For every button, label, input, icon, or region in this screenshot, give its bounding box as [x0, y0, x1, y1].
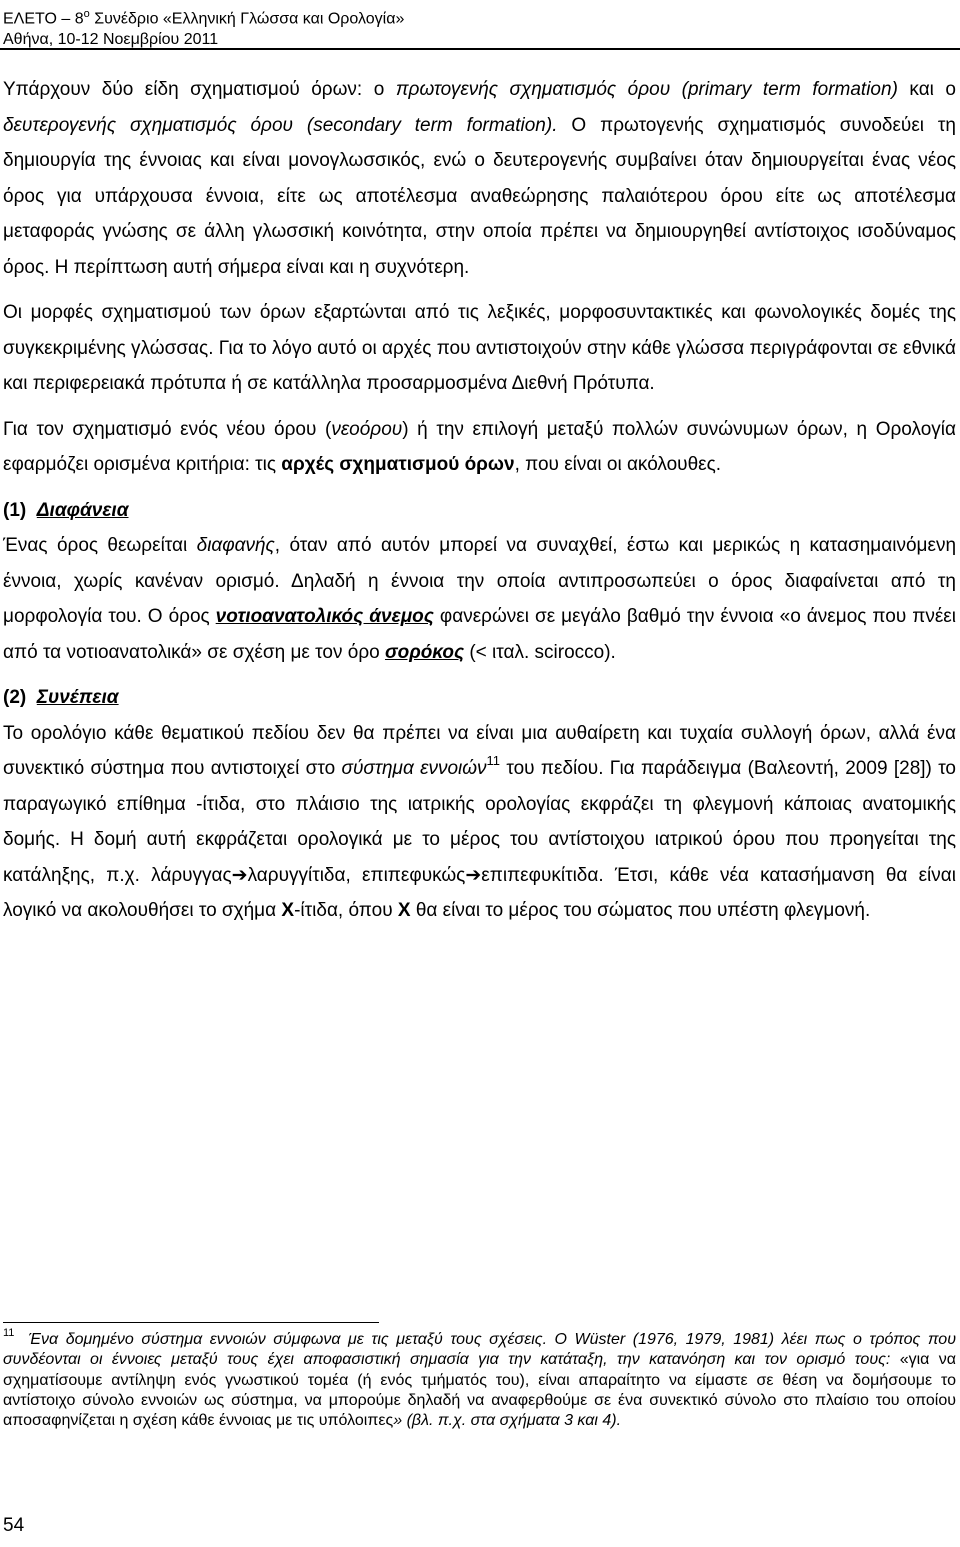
paragraph-formation-forms: Οι μορφές σχηματισμού των όρων εξαρτώνται από τις λεξικές, μορφοσυντακτικές και φωνολογικές δομές της συγκεκριμένης γλώσσας. Για το λόγο αυτό οι αρχές που αντιστοιχούν στην κάθε γλώσσα περιγράφονται σε εθνικά και περιφερειακά πρότυπα ή σε κατάλληλα προσαρμοσμένα Διεθνή Πρότυπα. — [3, 302, 956, 394]
footnote-reference[interactable]: 11 — [486, 753, 501, 768]
header-conference-line: ΕΛΕΤΟ – $8^o$ Συνέδριο «Ελληνική Γλώσσα και Ορολογία» — [3, 8, 405, 28]
arrow-icon: ➔ — [231, 864, 248, 886]
header-date-line: Αθήνα, 10-12 Νοεμβρίου 2011 — [3, 31, 219, 49]
header-rule — [0, 48, 960, 50]
paragraph-transparency: Ένας όρος θεωρείται διαφανής, όταν από αυτόν μπορεί να συναχθεί, έστω και μερικώς η κατασημαινόμενη έννοια, χωρίς κανέναν ορισμό. Δηλαδή η έννοια την οποία αντιπροσωπεύει ο όρος διαφαίνεται από τη μορφολογία του. Ο όρος νοτιοανατολικός άνεμος φανερώνει σε μεγάλο βαθμό την έννοια «ο άνεμος που πνέει από τα νοτιοανατολικά» σε σχέση με τον όρο σορόκος (< ιταλ. scirocco). — [3, 535, 957, 663]
section-heading-consistency: (2) Συνέπεια — [3, 687, 119, 708]
footnote-separator — [3, 1322, 379, 1323]
page-number: 54 — [3, 1515, 25, 1536]
footnote: $^{11}$ Ένα δομημένο σύστημα εννοιών σύμφωνα με τις μεταξύ τους σχέσεις. Ο Wüster (1976, 1979, 1981) λέει πως ο τρόπος που συνδέονται οι έννοιες μεταξύ τους έχει αποφασιστική σημασία για την κατάταξη, την κατανόηση και τον ορισμό τους: «για να σχηματίσουμε αντίληψη ενός γνωστικού τομέα (ή ενός τμήματός του), είναι απαραίτητο να είμαστε σε θέση να δομήσουμε το αντίστοιχο σύνολο εννοιών ως σύστημα, να μπορούμε δηλαδή να αναφερθούμε σε ένα συνεκτικό σύνολο στο πλαίσιο του οποίου αποσαφηνίζεται η σχέση κάθε έννοιας με τις υπόλοιπες» (βλ. π.χ. στα σχήματα 3 και 4). — [3, 1327, 957, 1430]
arrow-icon: ➔ — [465, 864, 482, 886]
paragraph-consistency: Το ορολόγιο κάθε θεματικού πεδίου δεν θα πρέπει να είναι μια αυθαίρετη και τυχαία συλλογή όρων, αλλά ένα συνεκτικό σύστημα που αντιστοιχεί στο σύστημα εννοιών$^{11}$ του πεδίου. Για παράδειγμα (Βαλεοντή, 2009 [28]) το παραγωγικό επίθημα -ίτιδα, στο πλάισιο της ιατρικής ορολογίας εκφράζει τη φλεγμονή κάποιας ανατομικής δομής. Η δομή αυτή εκφράζεται ορολογικά με το μέρος του αντίστοιχου ιατρικού όρου που προηγείται της κατάληξης, π.χ. λάρυγγας➔λαρυγγίτιδα, επιπεφυκώς➔επιπεφυκίτιδα. Έτσι, κάθε νέα κατασήμανση θα είναι λογικό να ακολουθήσει το σχήμα Χ-ίτιδα, όπου Χ θα είναι το μέρος του σώματος που υπέστη φλεγμονή. — [3, 722, 956, 921]
page-body — [3, 72, 956, 929]
paragraph-formation-principles: Για τον σχηματισμό ενός νέου όρου (νεοόρου) ή την επιλογή μεταξύ πολλών συνώνυμων όρων, η Ορολογία εφαρμόζει ορισμένα κριτήρια: τις αρχές σχηματισμού όρων, που είναι οι ακόλουθες. — [3, 418, 956, 475]
paragraph-term-formation-types: Υπάρχουν δύο είδη σχηματισμού όρων: ο πρωτογενής σχηματισμός όρου (primary term formation) και ο δευτερογενής σχηματισμός όρου (secondary term formation). Ο πρωτογενής σχηματισμός συνοδεύει τη δημιουργία της έννοιας και είναι μονογλωσσικός, ενώ ο δευτερογενής συμβαίνει όταν δημιουργείται ένας νέος όρος για υπάρχουσα έννοια, είτε ως αποτέλεσμα αναθεώρησης παλαιότερου όρου είτε ως αποτέλεσμα μεταφοράς γνώσης σε άλλη γλωσσική κοινότητα, στην οποία πρέπει να δημιουργηθεί αντίστοιχος ισοδύναμος όρος. Η περίπτωση αυτή σήμερα είναι και η συχνότερη. — [3, 79, 956, 278]
section-heading-transparency: (1) Διαφάνεια — [3, 499, 129, 521]
running-header — [3, 4, 404, 50]
footnote-number: 11 — [3, 1327, 15, 1339]
header-superscript: ο — [83, 8, 90, 20]
